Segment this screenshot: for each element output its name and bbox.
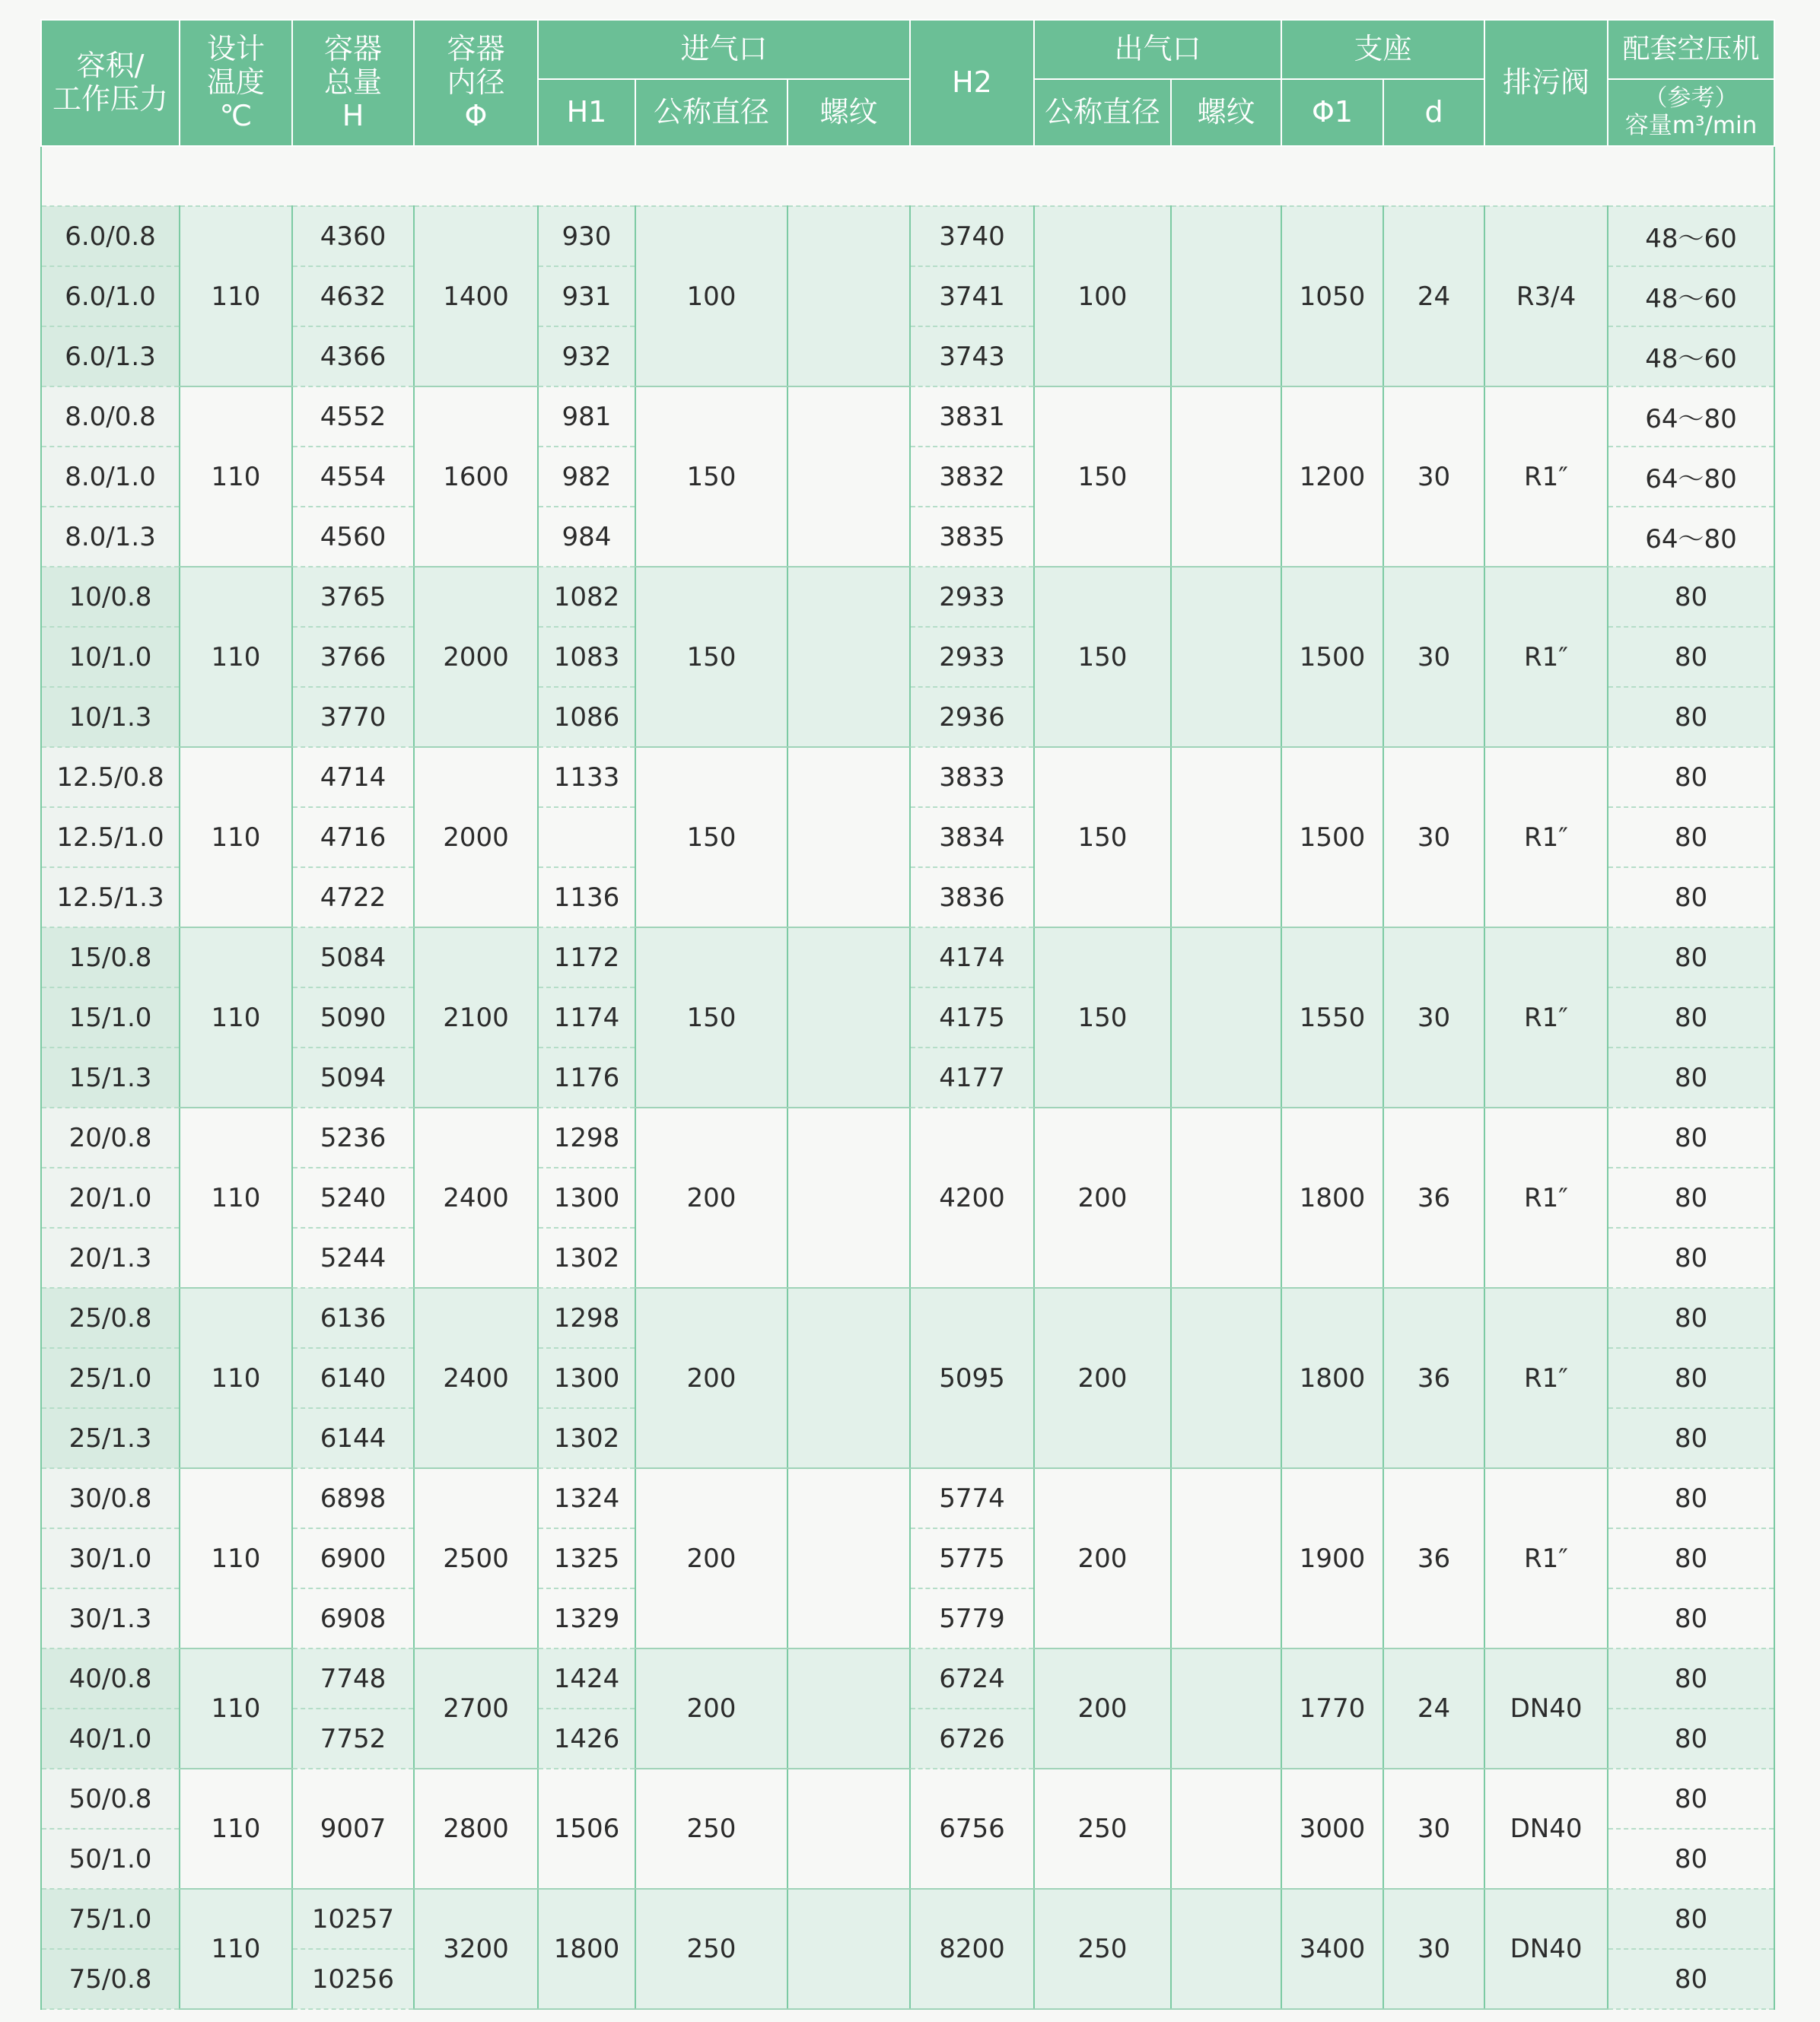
support-phi1-cell: 3000 (1281, 1769, 1383, 1889)
h1-cell: 1136 (538, 867, 635, 927)
drain-valve-cell: DN40 (1484, 1769, 1608, 1889)
support-d-cell: 30 (1383, 386, 1484, 567)
support-d-cell: 30 (1383, 567, 1484, 747)
h2-cell: 5095 (910, 1288, 1034, 1468)
support-d-cell: 24 (1383, 206, 1484, 386)
h1-cell: 1083 (538, 627, 635, 687)
inlet-nominal-cell: 150 (635, 927, 788, 1108)
outlet-nominal-cell: 150 (1034, 927, 1171, 1108)
capacity-pressure-cell: 75/1.0 (41, 1889, 180, 1949)
header-drain-valve: 排污阀 (1484, 20, 1608, 146)
table-row (41, 1648, 1774, 1709)
compressor-capacity-cell: 80 (1608, 1108, 1774, 1168)
compressor-capacity-cell: 80 (1608, 1048, 1774, 1108)
support-phi1-cell: 1500 (1281, 567, 1383, 747)
h2-cell: 3743 (910, 326, 1034, 386)
header-phi1: Φ1 (1281, 79, 1383, 146)
support-phi1-cell: 1550 (1281, 927, 1383, 1108)
inlet-thread-cell (788, 206, 910, 386)
inlet-thread-cell (788, 747, 910, 927)
header-support: 支座 (1281, 20, 1484, 79)
capacity-pressure-cell: 25/0.8 (41, 1288, 180, 1348)
h2-cell: 3836 (910, 867, 1034, 927)
inlet-thread-cell (788, 1769, 910, 1889)
table-row (41, 747, 1774, 807)
drain-valve-cell: R3/4 (1484, 206, 1608, 386)
inner-diameter-cell: 1600 (414, 386, 538, 567)
inlet-thread-cell (788, 1648, 910, 1769)
capacity-pressure-cell: 15/1.0 (41, 987, 180, 1048)
h2-cell: 8200 (910, 1889, 1034, 2009)
outlet-nominal-cell: 200 (1034, 1468, 1171, 1648)
capacity-pressure-cell: 15/0.8 (41, 927, 180, 987)
compressor-capacity-cell: 80 (1608, 627, 1774, 687)
support-d-cell: 36 (1383, 1108, 1484, 1288)
capacity-pressure-cell: 20/1.3 (41, 1228, 180, 1288)
capacity-pressure-cell: 75/0.8 (41, 1949, 180, 2009)
support-phi1-cell: 1800 (1281, 1288, 1383, 1468)
total-height-cell: 9007 (292, 1769, 414, 1889)
outlet-nominal-cell: 250 (1034, 1889, 1171, 2009)
total-height-cell: 4722 (292, 867, 414, 927)
compressor-capacity-cell: 48～60 (1608, 326, 1774, 386)
support-d-cell: 36 (1383, 1468, 1484, 1648)
inlet-nominal-cell: 200 (635, 1108, 788, 1288)
support-phi1-cell: 1500 (1281, 747, 1383, 927)
inlet-thread-cell (788, 1468, 910, 1648)
h1-cell: 1298 (538, 1288, 635, 1348)
drain-valve-cell: DN40 (1484, 1648, 1608, 1769)
inner-diameter-cell: 3200 (414, 1889, 538, 2009)
header-compressor: 配套空压机 (1608, 20, 1774, 79)
outlet-thread-cell (1171, 1889, 1281, 2009)
total-height-cell: 7752 (292, 1709, 414, 1769)
outlet-thread-cell (1171, 1288, 1281, 1468)
support-d-cell: 30 (1383, 927, 1484, 1108)
compressor-capacity-cell: 80 (1608, 1168, 1774, 1228)
total-height-cell: 6908 (292, 1588, 414, 1648)
capacity-pressure-cell: 40/1.0 (41, 1709, 180, 1769)
capacity-pressure-cell: 6.0/1.0 (41, 266, 180, 326)
compressor-capacity-cell: 80 (1608, 1889, 1774, 1949)
h1-cell: 1800 (538, 1889, 635, 2009)
compressor-capacity-cell: 80 (1608, 1228, 1774, 1288)
h1-cell: 1424 (538, 1648, 635, 1709)
inner-diameter-cell: 2000 (414, 567, 538, 747)
capacity-pressure-cell: 30/1.3 (41, 1588, 180, 1648)
outlet-nominal-cell: 150 (1034, 386, 1171, 567)
drain-valve-cell: R1″ (1484, 1108, 1608, 1288)
compressor-capacity-cell: 80 (1608, 1468, 1774, 1528)
table-row (41, 1769, 1774, 1829)
h1-cell: 1300 (538, 1168, 635, 1228)
table-row (41, 386, 1774, 447)
header-h2: H2 (910, 20, 1034, 146)
outlet-nominal-cell: 250 (1034, 1769, 1171, 1889)
support-phi1-cell: 3400 (1281, 1889, 1383, 2009)
outlet-nominal-cell: 150 (1034, 567, 1171, 747)
design-temp-cell: 110 (180, 567, 292, 747)
compressor-capacity-cell: 80 (1608, 1949, 1774, 2009)
h1-cell: 981 (538, 386, 635, 447)
drain-valve-cell: R1″ (1484, 1288, 1608, 1468)
h1-cell: 1302 (538, 1408, 635, 1468)
h1-cell: 1426 (538, 1709, 635, 1769)
design-temp-cell: 110 (180, 1468, 292, 1648)
total-height-cell: 7748 (292, 1648, 414, 1709)
compressor-capacity-cell: 80 (1608, 987, 1774, 1048)
support-phi1-cell: 1800 (1281, 1108, 1383, 1288)
h1-cell: 932 (538, 326, 635, 386)
inlet-thread-cell (788, 1108, 910, 1288)
inlet-nominal-cell: 150 (635, 747, 788, 927)
h2-cell: 6756 (910, 1769, 1034, 1889)
capacity-pressure-cell: 10/0.8 (41, 567, 180, 627)
h1-cell: 1174 (538, 987, 635, 1048)
design-temp-cell: 110 (180, 1648, 292, 1769)
compressor-capacity-cell: 80 (1608, 567, 1774, 627)
support-phi1-cell: 1900 (1281, 1468, 1383, 1648)
h2-cell: 3740 (910, 206, 1034, 266)
h1-cell: 1086 (538, 687, 635, 747)
inner-diameter-cell: 1400 (414, 206, 538, 386)
total-height-cell: 4554 (292, 447, 414, 507)
compressor-capacity-cell: 80 (1608, 1648, 1774, 1709)
header-total-height: 容器 总量 H (292, 20, 414, 146)
inlet-nominal-cell: 250 (635, 1769, 788, 1889)
outlet-thread-cell (1171, 1468, 1281, 1648)
spec-table (40, 19, 1775, 2010)
total-height-cell: 3766 (292, 627, 414, 687)
support-d-cell: 24 (1383, 1648, 1484, 1769)
inner-diameter-cell: 2800 (414, 1769, 538, 1889)
compressor-capacity-cell: 80 (1608, 1528, 1774, 1588)
h1-cell: 1298 (538, 1108, 635, 1168)
inlet-nominal-cell: 250 (635, 1889, 788, 2009)
h2-cell: 2936 (910, 687, 1034, 747)
drain-valve-cell: R1″ (1484, 386, 1608, 567)
total-height-cell: 5236 (292, 1108, 414, 1168)
design-temp-cell: 110 (180, 206, 292, 386)
h1-cell: 1176 (538, 1048, 635, 1108)
header-compressor-unit: （参考） 容量m³/min (1608, 79, 1774, 146)
inlet-thread-cell (788, 1889, 910, 2009)
inner-diameter-cell: 2000 (414, 747, 538, 927)
h1-cell: 1082 (538, 567, 635, 627)
capacity-pressure-cell: 10/1.0 (41, 627, 180, 687)
header-design-temp: 设计 温度 ℃ (180, 20, 292, 146)
header-outlet: 出气口 (1034, 20, 1281, 79)
h2-cell: 3833 (910, 747, 1034, 807)
total-height-cell: 4360 (292, 206, 414, 266)
inlet-nominal-cell: 150 (635, 567, 788, 747)
inlet-nominal-cell: 150 (635, 386, 788, 567)
inlet-nominal-cell: 100 (635, 206, 788, 386)
inlet-nominal-cell: 200 (635, 1648, 788, 1769)
inner-diameter-cell: 2700 (414, 1648, 538, 1769)
outlet-thread-cell (1171, 747, 1281, 927)
inlet-nominal-cell: 200 (635, 1468, 788, 1648)
compressor-capacity-cell: 48～60 (1608, 206, 1774, 266)
outlet-thread-cell (1171, 927, 1281, 1108)
total-height-cell: 10257 (292, 1889, 414, 1949)
total-height-cell: 4716 (292, 807, 414, 867)
support-phi1-cell: 1050 (1281, 206, 1383, 386)
total-height-cell: 6900 (292, 1528, 414, 1588)
support-d-cell: 30 (1383, 747, 1484, 927)
outlet-thread-cell (1171, 206, 1281, 386)
design-temp-cell: 110 (180, 1769, 292, 1889)
header-inner-diameter: 容器 内径 Φ (414, 20, 538, 146)
compressor-capacity-cell: 80 (1608, 1348, 1774, 1408)
table-row (41, 1889, 1774, 1949)
support-d-cell: 36 (1383, 1288, 1484, 1468)
h2-cell: 4174 (910, 927, 1034, 987)
h1-cell: 1329 (538, 1588, 635, 1648)
drain-valve-cell: R1″ (1484, 747, 1608, 927)
h1-cell: 1300 (538, 1348, 635, 1408)
total-height-cell: 4632 (292, 266, 414, 326)
capacity-pressure-cell: 30/1.0 (41, 1528, 180, 1588)
compressor-capacity-cell: 80 (1608, 1769, 1774, 1829)
capacity-pressure-cell: 50/0.8 (41, 1769, 180, 1829)
outlet-nominal-cell: 100 (1034, 206, 1171, 386)
capacity-pressure-cell: 40/0.8 (41, 1648, 180, 1709)
total-height-cell: 4560 (292, 507, 414, 567)
support-phi1-cell: 1200 (1281, 386, 1383, 567)
support-d-cell: 30 (1383, 1889, 1484, 2009)
capacity-pressure-cell: 20/0.8 (41, 1108, 180, 1168)
h1-cell: 984 (538, 507, 635, 567)
h2-cell: 3834 (910, 807, 1034, 867)
h2-cell: 2933 (910, 627, 1034, 687)
total-height-cell: 4366 (292, 326, 414, 386)
support-d-cell: 30 (1383, 1769, 1484, 1889)
total-height-cell: 5244 (292, 1228, 414, 1288)
capacity-pressure-cell: 25/1.3 (41, 1408, 180, 1468)
total-height-cell: 5090 (292, 987, 414, 1048)
outlet-thread-cell (1171, 1648, 1281, 1769)
inlet-thread-cell (788, 386, 910, 567)
compressor-capacity-cell: 80 (1608, 1288, 1774, 1348)
header-capacity-pressure: 容积/ 工作压力 (41, 20, 180, 146)
header-h1: H1 (538, 79, 635, 146)
h1-cell: 1324 (538, 1468, 635, 1528)
h2-cell: 4177 (910, 1048, 1034, 1108)
h2-cell: 2933 (910, 567, 1034, 627)
h1-cell: 930 (538, 206, 635, 266)
total-height-cell: 6140 (292, 1348, 414, 1408)
total-height-cell: 5094 (292, 1048, 414, 1108)
header-inlet-thread: 螺纹 (788, 79, 910, 146)
compressor-capacity-cell: 80 (1608, 867, 1774, 927)
compressor-capacity-cell: 48～60 (1608, 266, 1774, 326)
compressor-capacity-cell: 64～80 (1608, 386, 1774, 447)
table-row (41, 206, 1774, 266)
design-temp-cell: 110 (180, 1288, 292, 1468)
capacity-pressure-cell: 12.5/1.0 (41, 807, 180, 867)
total-height-cell: 6144 (292, 1408, 414, 1468)
h2-cell: 3835 (910, 507, 1034, 567)
inlet-thread-cell (788, 1288, 910, 1468)
header-inlet: 进气口 (538, 20, 910, 79)
capacity-pressure-cell: 8.0/1.3 (41, 507, 180, 567)
table-row (41, 567, 1774, 627)
h2-cell: 5779 (910, 1588, 1034, 1648)
h2-cell: 5774 (910, 1468, 1034, 1528)
table-row (41, 1468, 1774, 1528)
compressor-capacity-cell: 64～80 (1608, 447, 1774, 507)
h1-cell: 1506 (538, 1769, 635, 1889)
h1-cell: 1133 (538, 747, 635, 807)
h1-cell: 1325 (538, 1528, 635, 1588)
outlet-nominal-cell: 200 (1034, 1648, 1171, 1769)
design-temp-cell: 110 (180, 1889, 292, 2009)
inner-diameter-cell: 2400 (414, 1288, 538, 1468)
h1-cell: 931 (538, 266, 635, 326)
header-d: d (1383, 79, 1484, 146)
compressor-capacity-cell: 80 (1608, 687, 1774, 747)
compressor-capacity-cell: 80 (1608, 927, 1774, 987)
compressor-capacity-cell: 80 (1608, 1709, 1774, 1769)
total-height-cell: 6136 (292, 1288, 414, 1348)
outlet-thread-cell (1171, 386, 1281, 567)
outlet-nominal-cell: 200 (1034, 1108, 1171, 1288)
total-height-cell: 5084 (292, 927, 414, 987)
design-temp-cell: 110 (180, 1108, 292, 1288)
capacity-pressure-cell: 15/1.3 (41, 1048, 180, 1108)
capacity-pressure-cell: 50/1.0 (41, 1829, 180, 1889)
inner-diameter-cell: 2100 (414, 927, 538, 1108)
h2-cell: 3741 (910, 266, 1034, 326)
h2-cell: 6726 (910, 1709, 1034, 1769)
inlet-nominal-cell: 200 (635, 1288, 788, 1468)
design-temp-cell: 110 (180, 386, 292, 567)
compressor-capacity-cell: 64～80 (1608, 507, 1774, 567)
total-height-cell: 5240 (292, 1168, 414, 1228)
header-outlet-thread: 螺纹 (1171, 79, 1281, 146)
capacity-pressure-cell: 30/0.8 (41, 1468, 180, 1528)
outlet-nominal-cell: 150 (1034, 747, 1171, 927)
h2-cell: 4175 (910, 987, 1034, 1048)
h2-cell: 6724 (910, 1648, 1034, 1709)
h2-cell: 3831 (910, 386, 1034, 447)
outlet-nominal-cell: 200 (1034, 1288, 1171, 1468)
compressor-capacity-cell: 80 (1608, 747, 1774, 807)
capacity-pressure-cell: 6.0/1.3 (41, 326, 180, 386)
table-row (41, 927, 1774, 987)
support-phi1-cell: 1770 (1281, 1648, 1383, 1769)
outlet-thread-cell (1171, 1769, 1281, 1889)
header-inlet-nominal: 公称直径 (635, 79, 788, 146)
drain-valve-cell: R1″ (1484, 567, 1608, 747)
capacity-pressure-cell: 25/1.0 (41, 1348, 180, 1408)
drain-valve-cell: R1″ (1484, 927, 1608, 1108)
header-outlet-nominal: 公称直径 (1034, 79, 1171, 146)
inner-diameter-cell: 2400 (414, 1108, 538, 1288)
total-height-cell: 4714 (292, 747, 414, 807)
inner-diameter-cell: 2500 (414, 1468, 538, 1648)
capacity-pressure-cell: 12.5/1.3 (41, 867, 180, 927)
compressor-capacity-cell: 80 (1608, 1408, 1774, 1468)
inlet-thread-cell (788, 567, 910, 747)
h2-cell: 3832 (910, 447, 1034, 507)
compressor-capacity-cell: 80 (1608, 1588, 1774, 1648)
capacity-pressure-cell: 6.0/0.8 (41, 206, 180, 266)
inlet-thread-cell (788, 927, 910, 1108)
compressor-capacity-cell: 80 (1608, 1829, 1774, 1889)
design-temp-cell: 110 (180, 927, 292, 1108)
table-row (41, 1108, 1774, 1168)
h1-cell (538, 807, 635, 867)
spec-table-body (41, 206, 1774, 2009)
total-height-cell: 3765 (292, 567, 414, 627)
total-height-cell: 3770 (292, 687, 414, 747)
design-temp-cell: 110 (180, 747, 292, 927)
total-height-cell: 10256 (292, 1949, 414, 2009)
capacity-pressure-cell: 20/1.0 (41, 1168, 180, 1228)
outlet-thread-cell (1171, 1108, 1281, 1288)
drain-valve-cell: DN40 (1484, 1889, 1608, 2009)
h2-cell: 4200 (910, 1108, 1034, 1288)
h1-cell: 982 (538, 447, 635, 507)
capacity-pressure-cell: 12.5/0.8 (41, 747, 180, 807)
drain-valve-cell: R1″ (1484, 1468, 1608, 1648)
capacity-pressure-cell: 8.0/1.0 (41, 447, 180, 507)
total-height-cell: 4552 (292, 386, 414, 447)
h1-cell: 1302 (538, 1228, 635, 1288)
outlet-thread-cell (1171, 567, 1281, 747)
total-height-cell: 6898 (292, 1468, 414, 1528)
table-row (41, 1288, 1774, 1348)
h1-cell: 1172 (538, 927, 635, 987)
capacity-pressure-cell: 8.0/0.8 (41, 386, 180, 447)
h2-cell: 5775 (910, 1528, 1034, 1588)
compressor-capacity-cell: 80 (1608, 807, 1774, 867)
capacity-pressure-cell: 10/1.3 (41, 687, 180, 747)
